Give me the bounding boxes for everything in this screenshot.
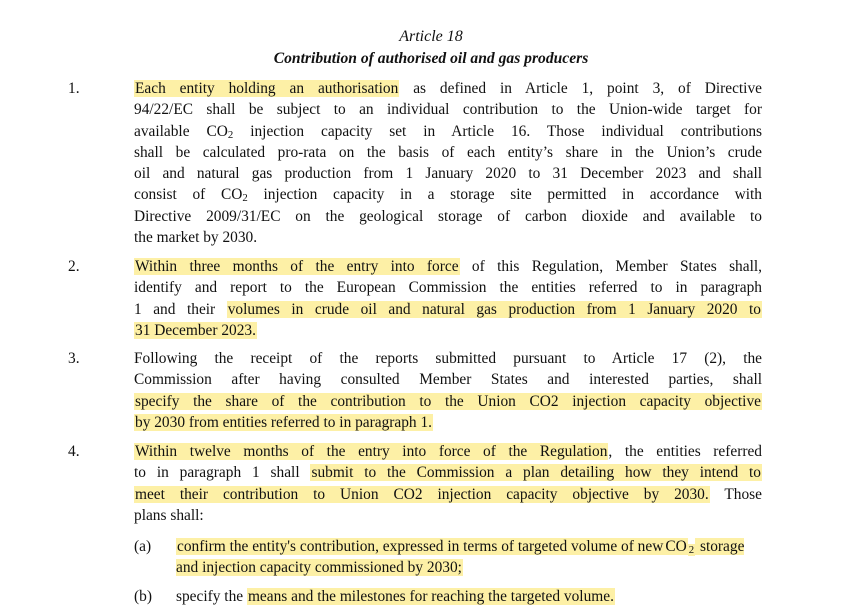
text-line [134, 441, 762, 462]
paragraph-number: 1. [68, 80, 80, 97]
text-run: injection capacity set in Article 16. Those individual contributions [233, 122, 762, 140]
highlighted-text: Within three months of the entry into force [135, 258, 459, 275]
text-run: 1 and their [134, 300, 227, 318]
text-line [134, 163, 762, 184]
paragraph-text [134, 348, 762, 433]
text-line [134, 369, 762, 390]
text-run: injection capacity in a storage site permitted in accordance with [247, 186, 762, 204]
text-line [134, 256, 762, 277]
text-line [134, 227, 762, 248]
paragraph-text [134, 78, 762, 248]
subscript-text: 2 [242, 192, 248, 205]
text-run: identify and report to the European Commission the entities referred to in paragraph [134, 279, 762, 297]
article-subtitle: Contribution of authorised oil and gas producers [273, 50, 589, 67]
sub-item-label: (b) [134, 588, 152, 605]
text-run: of this Regulation, Member States shall, [459, 258, 762, 275]
highlighted-text: by 2030 from entities referred to in paragraph 1. [135, 413, 433, 431]
paragraph-text [134, 256, 762, 341]
highlighted-text: submit to the Commission a plan detailing how they intend to [311, 464, 761, 482]
highlighted-text: storage and injection capacity commissioned by 2030; [176, 538, 745, 577]
text-run: available CO [134, 122, 228, 140]
highlighted-text: confirm the entity's contribution, expressed in terms of targeted volume of new [177, 538, 664, 555]
paragraph-number: 3. [68, 350, 80, 367]
article-title: Article 18 [399, 28, 463, 45]
paragraph-number: 4. [68, 443, 80, 460]
highlighted-text: CO [665, 538, 687, 555]
paragraph-text [134, 441, 762, 526]
text-line [134, 121, 762, 142]
paragraph-number: 2. [68, 258, 80, 275]
highlighted-text: Each entity holding an authorisation [135, 80, 399, 97]
text-run: specify the [176, 588, 247, 605]
text-line [134, 78, 762, 99]
text-run: Those [709, 485, 762, 503]
text-run: as defined in Article 1, point 3, of Directive [399, 80, 762, 97]
text-run: Following the receipt of the reports submitted pursuant to Article 17 (2), the [134, 350, 762, 367]
text-run: 94/22/EC shall be subject to an individual contribution to the Union-wide target for [134, 101, 762, 119]
text-line [134, 99, 762, 120]
text-line [134, 299, 762, 320]
text-line [134, 277, 762, 298]
sub-item-label: (a) [134, 538, 152, 555]
text-line [134, 206, 762, 227]
text-run: Directive 2009/31/EC on the geological storage of carbon dioxide and available to [134, 207, 762, 225]
text-run: to in paragraph 1 shall [134, 464, 311, 482]
text-run: consist of CO [134, 186, 243, 204]
text-line [134, 320, 762, 341]
text-line [134, 184, 762, 205]
text-run: shall be calculated pro-rata on the basis of each entity’s share in the Union’s crude [134, 143, 762, 161]
text-run: the market by 2030. [134, 229, 258, 247]
text-line [134, 412, 762, 433]
text-line [176, 588, 615, 605]
text-line [134, 462, 762, 483]
text-line [176, 538, 664, 555]
text-run: plans shall: [134, 506, 204, 524]
highlighted-text: specify the share of the contribution to the Union CO2 injection capacity objective [135, 392, 761, 410]
text-line [134, 142, 762, 163]
highlighted-text: means and the milestones for reaching the targeted volume. [247, 588, 614, 605]
highlighted-text: 2 [688, 544, 695, 556]
highlighted-text: volumes in crude oil and natural gas production from 1 January 2020 to [227, 300, 761, 318]
text-run: Commission after having consulted Member States and interested parties, shall [134, 371, 762, 389]
text-run: oil and natural gas production from 1 January 2020 to 31 December 2023 and shall [134, 165, 762, 183]
highlighted-text: meet their contribution to Union CO2 injection capacity objective by 2030. [135, 485, 709, 503]
text-run: , the entities referred [608, 443, 762, 460]
text-line [134, 505, 762, 526]
sub-item-text [176, 586, 764, 607]
text-line [134, 391, 762, 412]
highlighted-text: 31 December 2023. [135, 321, 256, 339]
sub-item-text [176, 536, 764, 579]
subscript-text: 2 [227, 128, 234, 141]
text-line [134, 484, 762, 505]
text-line [134, 348, 762, 369]
highlighted-text: Within twelve months of the entry into force of the Regulation [135, 443, 608, 460]
